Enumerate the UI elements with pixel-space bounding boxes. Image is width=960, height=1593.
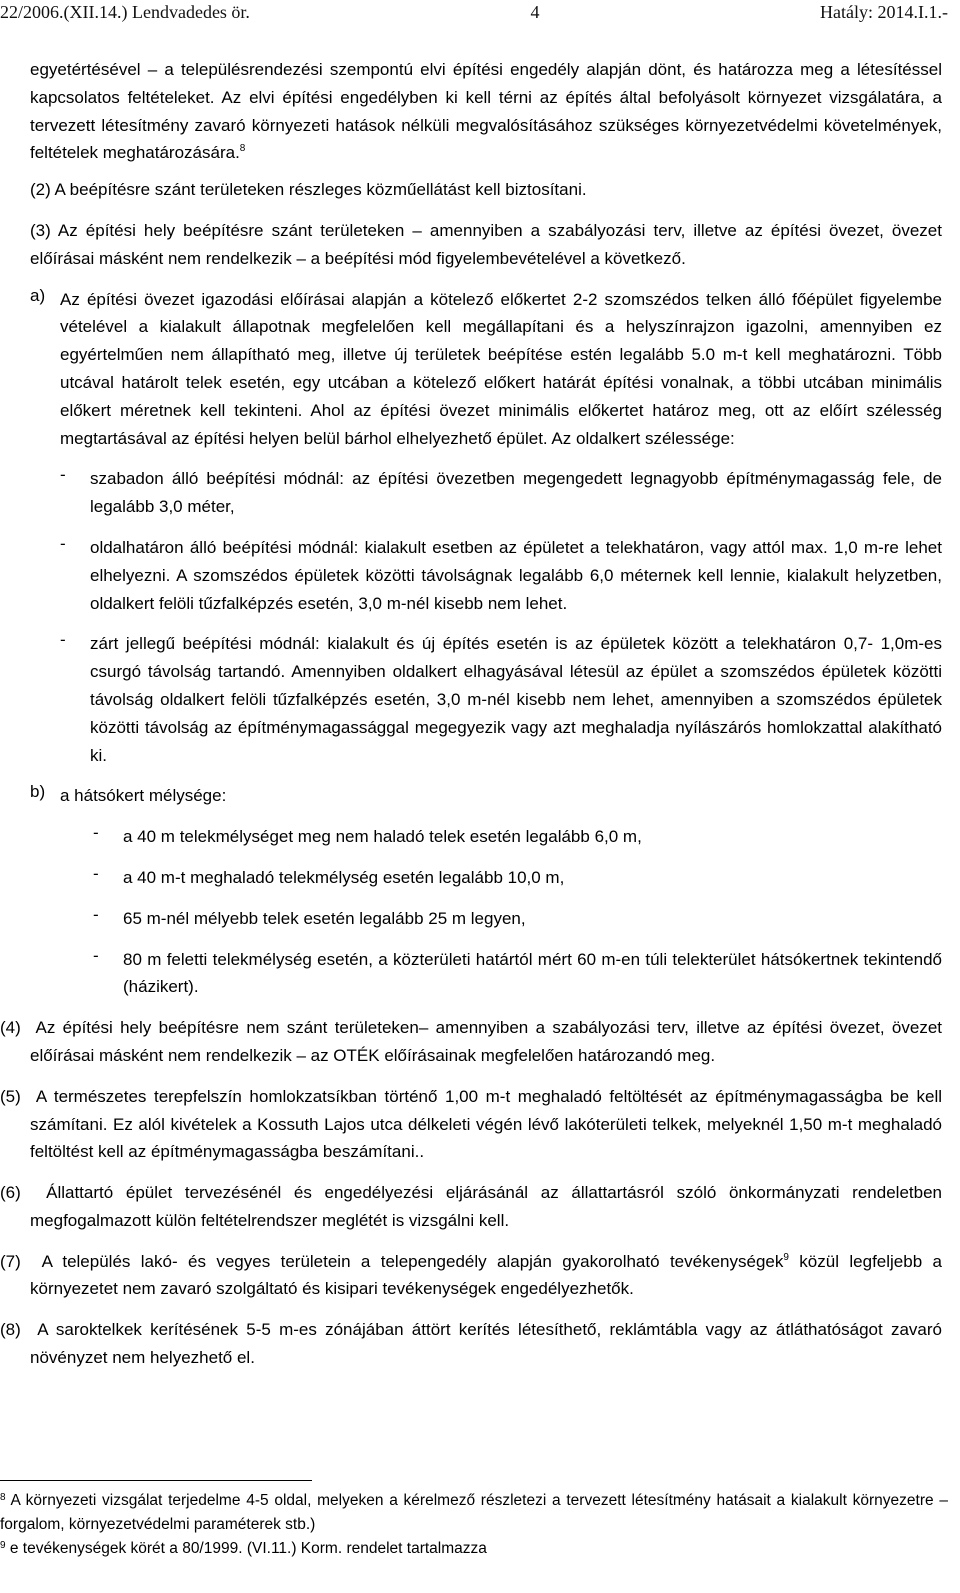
list-dash: - <box>93 823 99 843</box>
footnote-9: $^9$ e tevékenységek körét a 80/1999. (VI.11.) Korm. rendelet tartalmazza <box>0 1540 487 1557</box>
list-dash: - <box>93 945 99 965</box>
paragraph-2: (2) A beépítésre szánt területeken részleges közműellátást kell biztosítani. <box>30 180 587 200</box>
paragraph-4: (4) Az építési hely beépítésre nem szánt területeken– amennyiben a szabályozási terv, illetve az építési övezet, övezet előírásai másként nem rendelkezik – az OTÉK előírásainak megfelelően határozandó meg. <box>0 1018 942 1065</box>
footnote-8: $^8$ A környezeti vizsgálat terjedelme 4-5 oldal, melyeken a kérelmező részletezi a tervezett létesítmény hatásait a kialakult környezetre – forgalom, környezetvédelmi paraméterek stb.) <box>0 1492 948 1533</box>
paragraph-3: (3) Az építési hely beépítésre szánt területeken – amennyiben a szabályozási terv, illetve az építési övezet, övezet előírásai másként nem rendelkezik – a beépítési mód figyelembevételével a következő. <box>30 220 942 268</box>
paragraph-7: (7) A település lakó- és vegyes területein a telepengedély alapján gyakorolható tevékenységek$^9$ közül legfeljebb a környezetet nem zavaró szolgáltató és kisipari tevékenységek engedélyezhetők. <box>0 1251 942 1299</box>
header-page-number: 4 <box>530 2 540 22</box>
paragraph-8: (8) A saroktelkek kerítésének 5-5 m-es zónájában áttört kerítés létesíthető, reklámtábla vagy az átláthatóságot zavaró növényzet nem helyezhető el. <box>0 1320 942 1368</box>
footnote-ref-8: 8 <box>239 143 246 155</box>
list-dash: - <box>60 465 66 485</box>
paragraph-6: (6) Állattartó épület tervezésénél és engedélyezési eljárásánál az állattartásról szóló önkormányzati rendeletben megfogalmazott külön feltételrendszer meglétét is vizsgálni kell. <box>0 1183 942 1230</box>
list-item: - 80 m feletti telekmélység esetén, a közterületi határtól mért 60 m-en túli telekterület hátsókertnek tekintendő (házikert). <box>30 946 942 1002</box>
footnote-ref-9: 9 <box>783 1251 789 1263</box>
document-body <box>0 56 942 1372</box>
subsection-b-label: b) <box>30 782 46 802</box>
list-item: - oldalhatáron álló beépítési módnál: kialakult esetben az épületet a telekhatáron, vagy attól max. 1,0 m-re lehet elhelyezni. A szomszédos épületek közötti távolságnak legalább 6,0 méternek kell lennie, kialakult helyzetben, oldalkert felöli tűzfalképzés esetén, 3,0 m-nél kisebb nem lehet. <box>30 534 942 617</box>
subsection-b-text: a hátsókert mélysége: <box>60 786 227 806</box>
list-item: - zárt jellegű beépítési módnál: kialakult és új építés esetén is az épületek között a telekhatáron 0,7- 1,0m-es csurgó távolság tartandó. Amennyiben oldalkert elhagyásával létesül az épület a szomszédos épületek közötti távolság oldalkert felöli tűzfalképzés esetén, 3,0 m-nél kisebb nem lehet, amennyiben a szomszédos épületek közötti távolság az építménymagassággal megegyezik vagy azt meghaladja nyílászárós homlokzattal alakítható ki. <box>30 630 942 769</box>
list-item: - 65 m-nél mélyebb telek esetén legalább 25 m legyen, <box>30 905 942 933</box>
subsection-a-text: Az építési övezet igazodási előírásai alapján a kötelező előkertet 2-2 szomszédos telken álló főépület figyelembe vételével a kialakult állapotnak megfelelően kell megállapítani és a helyszínrajzon igazolni, amennyiben ez egyértelműen nem állapítható meg, illetve új területek beépítése estén legalább 5.0 m-t kell meghatározni. Több utcával határolt telek esetén, egy utcában a kötelező előkert határát építési vonalnak, a többi utcában minimális előkert méretnek kell tekinteni. Ahol az építési övezet minimális előkertet határoz meg, ott az előírt szélesség megtartásával az építési helyen belül bárhol elhelyezhető épület. Az oldalkert szélessége: <box>60 289 942 448</box>
numbered-paragraphs <box>0 1014 942 1372</box>
list-dash: - <box>93 863 99 883</box>
paragraph-1-continued: egyetértésével – a településrendezési szempontú elvi építési engedély alapján dönt, és határozza meg a létesítéssel kapcsolatos feltételeket. Az elvi építési engedélyben ki kell térni az építés által befolyásolt környezet vizsgálatára, a tervezett létesítmény zavaró környezeti hatások nélküli megvalósításához szükséges környezetvédelmi követelmények, feltételek meghatározására.$^8$ <box>30 60 942 163</box>
list-dash: - <box>93 904 99 924</box>
footnotes <box>0 1480 948 1561</box>
list-item: - szabadon álló beépítési módnál: az építési övezetben megengedett legnagyobb építménymagasság fele, de legalább 3,0 méter, <box>30 465 942 521</box>
list-dash: - <box>60 533 66 553</box>
footnote-separator <box>0 1480 312 1481</box>
header-right: Hatály: 2014.I.1.- <box>820 2 948 22</box>
header-left: 22/2006.(XII.14.) Lendvadedes ör. <box>0 2 250 22</box>
subsection-b <box>30 782 942 810</box>
subsection-a-label: a) <box>30 285 46 305</box>
list-dash: - <box>60 630 66 650</box>
subsection-a <box>30 286 942 453</box>
page-header <box>0 2 948 23</box>
list-item: - a 40 m telekmélységet meg nem haladó telek esetén legalább 6,0 m, <box>30 823 942 851</box>
paragraph-5: (5) A természetes terepfelszín homlokzatsíkban történő 1,00 m-t meghaladó feltöltését az építménymagasságba be kell számítani. Ez alól kivételek a Kossuth Lajos utca délkeleti végén lévő lakóterületi telkek, melyeknél 1,50 m-t meghaladó feltöltést kell az építménymagasságba beszámítani.. <box>0 1086 942 1162</box>
list-item: - a 40 m-t meghaladó telekmélység esetén legalább 10,0 m, <box>30 864 942 892</box>
